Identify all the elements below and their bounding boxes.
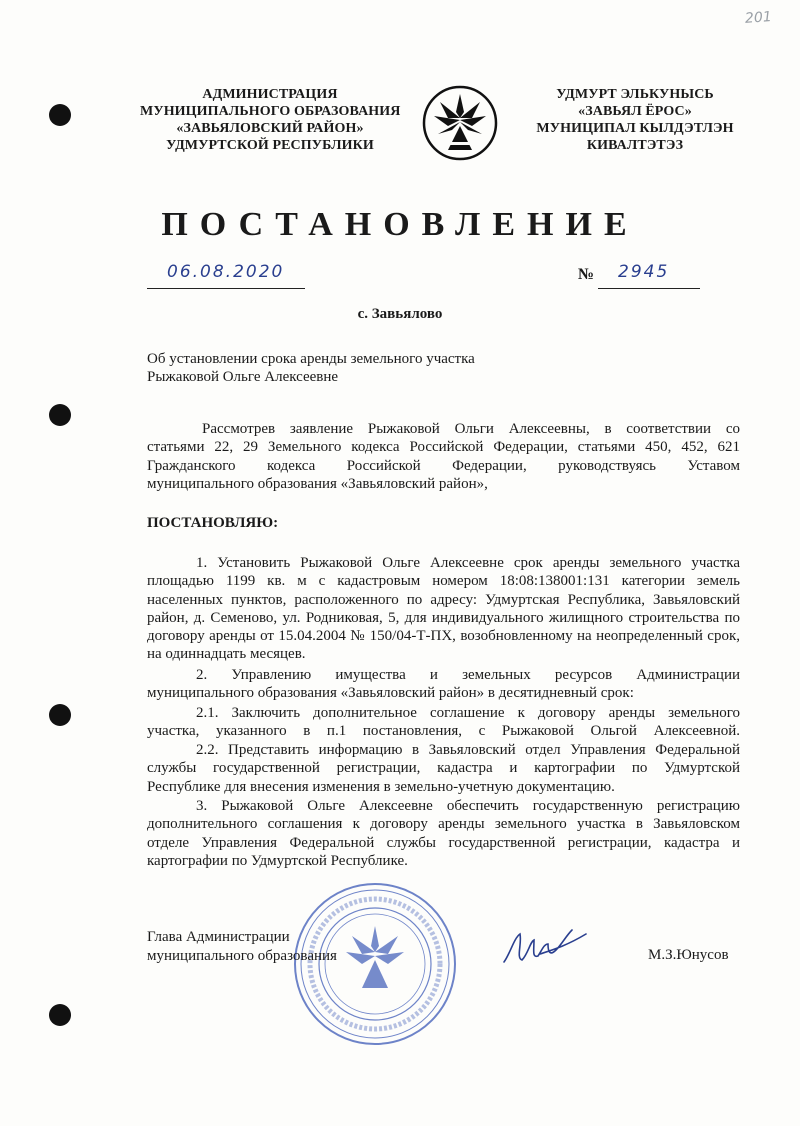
punch-hole (49, 104, 71, 126)
item-1 (147, 554, 740, 664)
text-line: район, д. Семеново, ул. Родниковая, 5, для индивидуального жилищного строительства по (147, 609, 740, 626)
signatory-line: Глава Администрации (147, 929, 290, 945)
decree-heading: ПОСТАНОВЛЯЮ: (147, 515, 279, 531)
text-line: Рассмотрев заявление Рыжаковой Ольги Алексеевны, в соответствии со (202, 421, 740, 437)
text-line: населенных пунктов, расположенного по адресу: Удмуртская Республика, Завьяловский (147, 591, 740, 608)
header-line: АДМИНИСТРАЦИЯ (202, 87, 338, 102)
text-line: Гражданского кодекса Российской Федерации, руководствуясь Уставом (147, 457, 740, 474)
item-2 (147, 666, 740, 703)
text-line: участка, указанного в п.1 постановления, с Рыжаковой Ольгой Алексеевной. (147, 723, 740, 740)
subject-line: Об установлении срока аренды земельного участка (147, 351, 475, 367)
date-value: 06.08.2020 (167, 262, 285, 282)
header-line: КИВАЛТЭТЭЗ (586, 138, 684, 153)
text-line: муниципального образования «Завьяловский район», (147, 475, 488, 492)
subject-line: Рыжаковой Ольге Алексеевне (147, 369, 339, 385)
signatory-line: муниципального образования (147, 948, 337, 964)
number-sign: № (578, 266, 595, 283)
text-line: дополнительного соглашения к договору аренды земельного участка в Завьяловском (147, 816, 740, 833)
header-line: «ЗАВЬЯЛОВСКИЙ РАЙОН» (176, 121, 364, 136)
text-line: картографии по Удмуртской Республике. (147, 852, 408, 869)
punch-hole (49, 1004, 71, 1026)
place-of-issue: с. Завьялово (357, 306, 443, 322)
document-subject (147, 350, 475, 386)
text-line: 2.1. Заключить дополнительное соглашение к договору аренды земельного (196, 705, 740, 721)
handwritten-signature-icon (500, 924, 590, 968)
text-line: отделе Управления Федеральной службы государственной регистрации, кадастра и (147, 834, 740, 851)
header-right-block (520, 86, 750, 154)
item-2-2 (147, 741, 740, 796)
header-line: МУНИЦИПАЛЬНОГО ОБРАЗОВАНИЯ (140, 104, 401, 119)
text-line: 2. Управлению имущества и земельных ресурсов Администрации (196, 667, 740, 683)
punch-hole (49, 704, 71, 726)
number-field (598, 262, 700, 289)
punch-hole (49, 404, 71, 426)
text-line: площадью 1199 кв. м с кадастровым номером 18:08:138001:131 категории земель (147, 573, 740, 590)
item-2-1 (147, 704, 740, 741)
item-3 (147, 797, 740, 870)
text-line: 2.2. Представить информацию в Завьяловский отдел Управления Федеральной (196, 742, 740, 758)
text-line: муниципального образования «Завьяловский район» в десятидневный срок: (147, 685, 634, 702)
header-line: УДМУРТ ЭЛЬКУНЫСЬ (556, 87, 714, 102)
text-line: на одиннадцать месяцев. (147, 646, 306, 663)
signatory-position (147, 928, 337, 966)
date-field (147, 262, 305, 289)
document-title: ПОСТАНОВЛЕНИЕ (161, 206, 639, 243)
signatory-name: М.З.Юнусов (648, 947, 729, 963)
header-left-block (140, 86, 400, 154)
number-value: 2945 (618, 262, 670, 282)
text-line: договору аренды от 15.04.2004 № 150/04-Т-ПХ, возобновленному на неопределенный срок, (147, 628, 740, 645)
text-line: 1. Установить Рыжаковой Ольге Алексеевне срок аренды земельного участка (196, 555, 740, 571)
text-line: статьями 22, 29 Земельного кодекса Российской Федерации, статьями 450, 452, 621 (147, 439, 740, 456)
text-line: службы государственной регистрации, кадастра и картографии по Удмуртской (147, 760, 740, 777)
text-line: 3. Рыжаковой Ольге Алексеевне обеспечить государственную регистрацию (196, 798, 740, 814)
text-line: Республике для внесения изменения в земельно-учетную документацию. (147, 778, 615, 795)
district-emblem-icon (420, 84, 500, 162)
header-line: «ЗАВЬЯЛ ЁРОС» (578, 104, 692, 119)
archive-page-number: 201 (744, 9, 773, 27)
header-line: УДМУРТСКОЙ РЕСПУБЛИКИ (166, 138, 374, 153)
header-line: МУНИЦИПАЛ КЫЛДЭТЛЭН (536, 121, 734, 136)
preamble-paragraph (147, 420, 740, 493)
